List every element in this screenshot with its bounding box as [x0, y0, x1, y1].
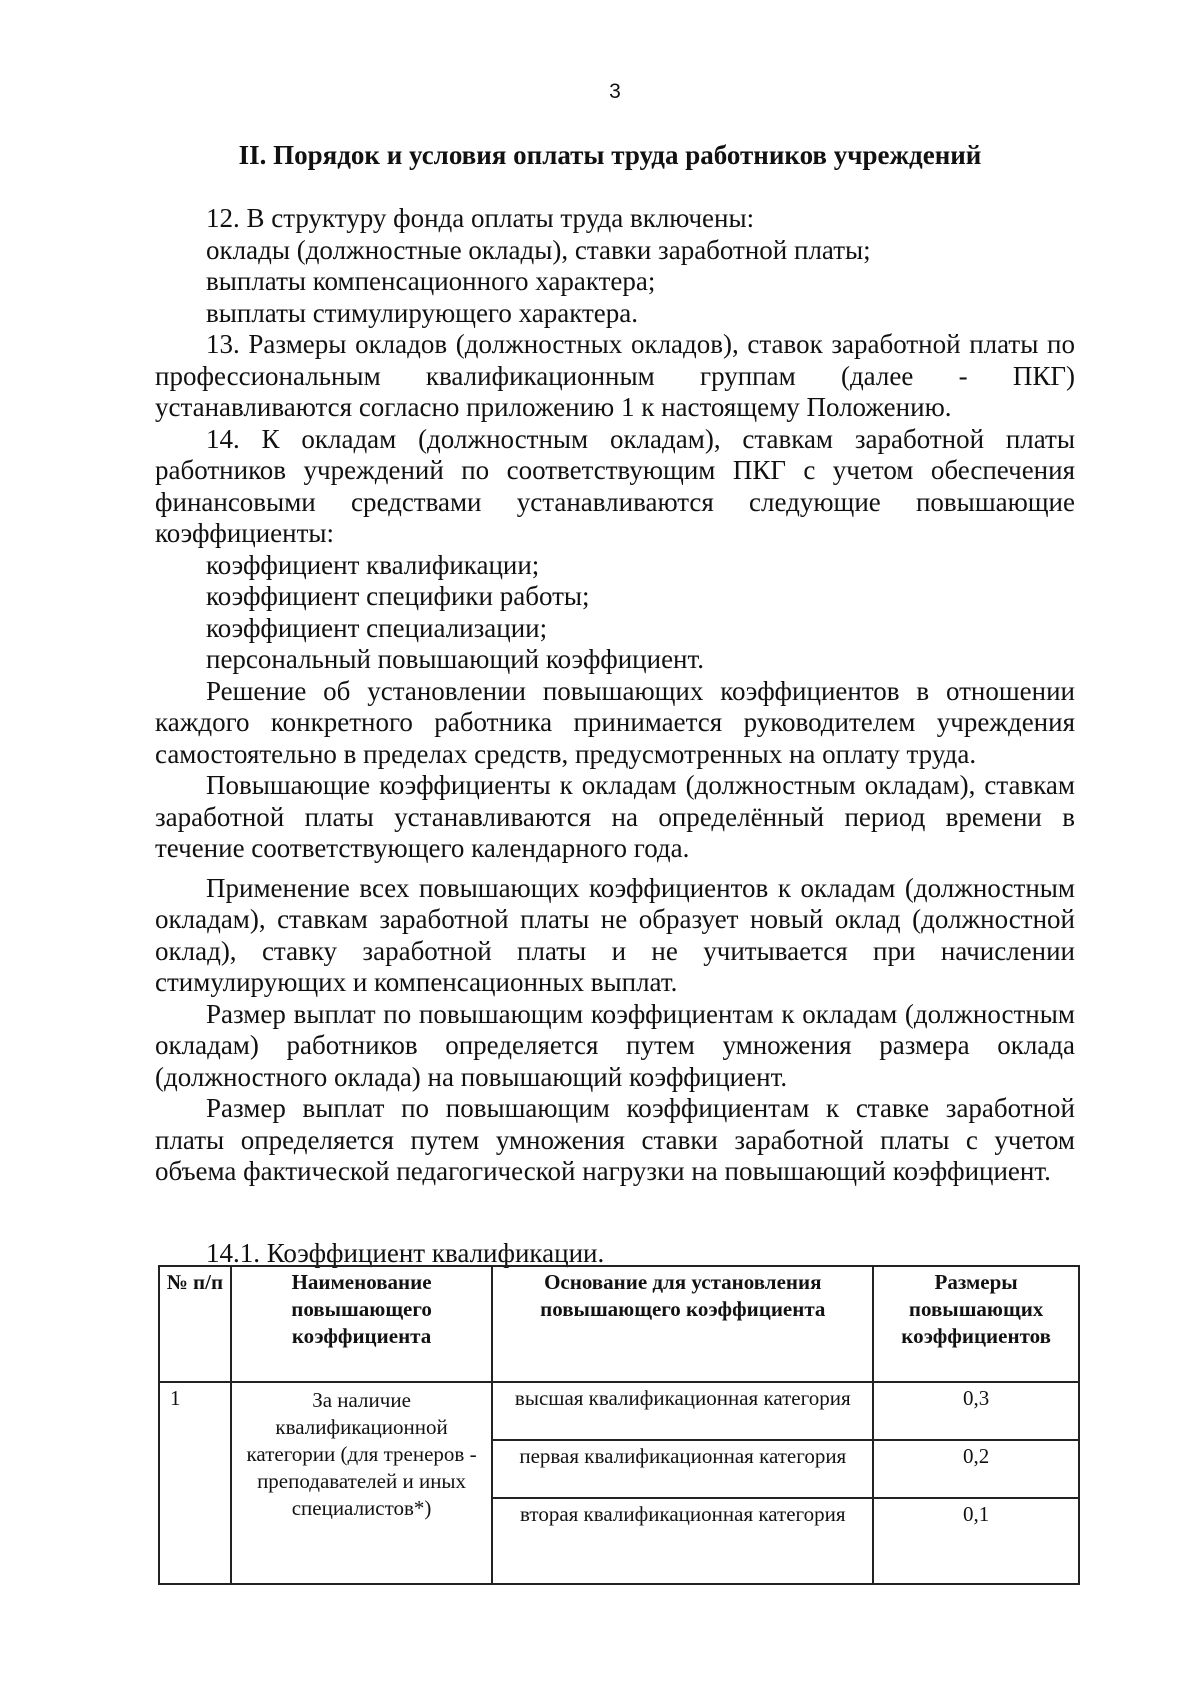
- paragraph-14: 14. К окладам (должностным окладам), ставкам заработной платы работников учреждений по соответствующим ПКГ с учетом обеспечения финансовыми средствами устанавливаются следующие повышающие коэффициенты:: [155, 423, 1075, 548]
- table-header-row: [159, 1266, 1079, 1382]
- coefficient-name: За наличие квалификационной категории (для тренеров - преподавателей и иных специалистов*): [231, 1382, 493, 1584]
- basis-cell: вторая квалификационная категория: [492, 1498, 873, 1584]
- header-name: Наименование повышающего коэффициента: [231, 1266, 493, 1382]
- value-cell: 0,1: [873, 1498, 1079, 1584]
- paragraph-13: 13. Размеры окладов (должностных окладов), ставок заработной платы по профессиональным квалификационным группам (далее - ПКГ) устанавливаются согласно приложению 1 к настоящему Положению.: [155, 329, 1075, 422]
- basis-cell: высшая квалификационная категория: [492, 1382, 873, 1440]
- value-cell: 0,3: [873, 1382, 1079, 1440]
- table-row: [159, 1382, 1079, 1440]
- header-number: № п/п: [159, 1266, 231, 1382]
- paragraph: Применение всех повышающих коэффициентов к окладам (должностным окладам), ставкам заработной платы не образует новый оклад (должностной оклад), ставку заработной платы и не учитывается при начислении стимулирующих и компенсационных выплат.: [155, 872, 1075, 997]
- page-number: 3: [609, 80, 621, 103]
- coefficient-table: [158, 1265, 1080, 1585]
- paragraph: Размер выплат по повышающим коэффициентам к ставке заработной платы определяется путем умножения ставки заработной платы с учетом объема фактической педагогической нагрузки на повышающий коэффициент.: [155, 1093, 1075, 1186]
- row-number: 1: [159, 1382, 231, 1584]
- section-heading: II. Порядок и условия оплаты труда работников учреждений: [238, 140, 982, 170]
- header-basis: Основание для установления повышающего коэффициента: [492, 1266, 873, 1382]
- list-item: выплаты компенсационного характера;: [206, 266, 656, 296]
- list-item: выплаты стимулирующего характера.: [206, 297, 638, 328]
- list-item: оклады (должностные оклады), ставки заработной платы;: [206, 234, 871, 265]
- list-item: коэффициент специфики работы;: [206, 581, 590, 611]
- header-value: Размеры повышающих коэффициентов: [873, 1266, 1079, 1382]
- list-item: персональный повышающий коэффициент.: [206, 644, 705, 674]
- list-item: коэффициент квалификации;: [206, 549, 540, 580]
- paragraph: Повышающие коэффициенты к окладам (должностным окладам), ставкам заработной платы устанавливаются на определённый период времени в течение соответствующего календарного года.: [155, 770, 1075, 863]
- paragraph-12: 12. В структуру фонда оплаты труда включены:: [206, 203, 755, 233]
- basis-cell: первая квалификационная категория: [492, 1440, 873, 1498]
- document-body: [155, 203, 1075, 1188]
- value-cell: 0,2: [873, 1440, 1079, 1498]
- paragraph: Размер выплат по повышающим коэффициентам к окладам (должностным окладам) работников определяется путем умножения размера оклада (должностного оклада) на повышающий коэффициент.: [155, 998, 1075, 1092]
- subsection-heading: 14.1. Коэффициент квалификации.: [206, 1238, 605, 1268]
- list-item: коэффициент специализации;: [206, 612, 548, 643]
- paragraph: Решение об установлении повышающих коэффициентов в отношении каждого конкретного работника принимается руководителем учреждения самостоятельно в пределах средств, предусмотренных на оплату труда.: [155, 675, 1075, 769]
